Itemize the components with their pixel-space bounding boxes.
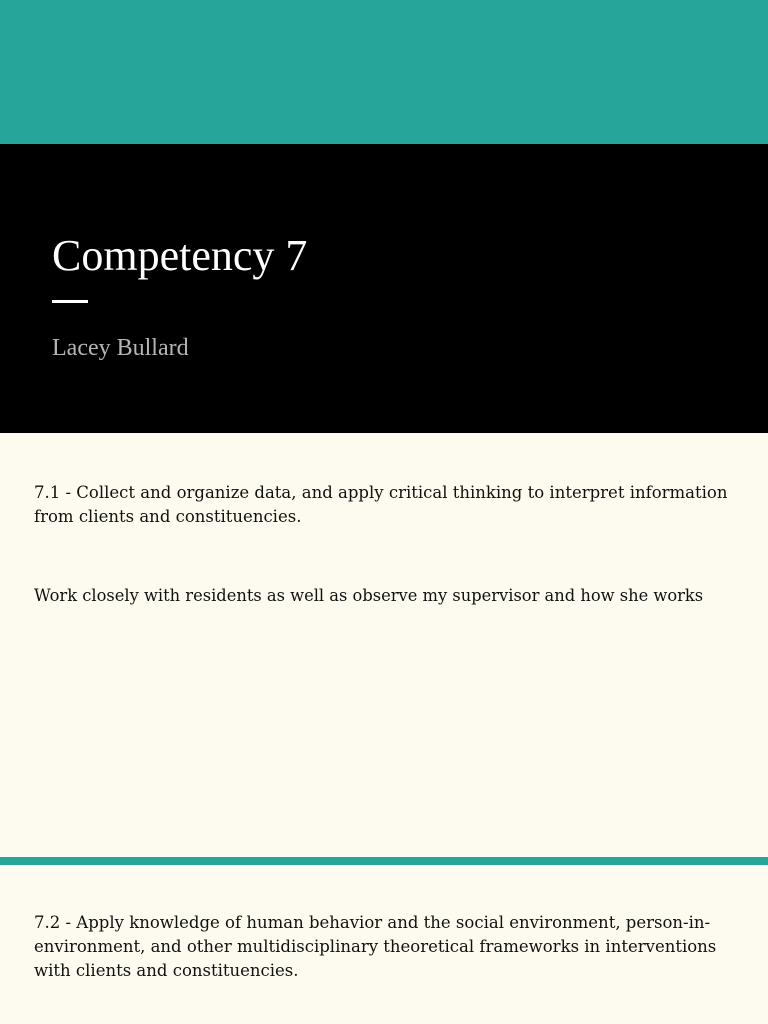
section-divider [0,857,768,865]
top-accent-band [0,0,768,144]
competency-7-1-response: Work closely with residents as well as observe my supervisor and how she works [34,586,704,605]
author-name: Lacey Bullard [52,335,189,361]
competency-7-2-text: 7.2 - Apply knowledge of human behavior and the social environment, person-in-environment, and other multidisciplinary theoretical frameworks in interventions with clients and constituencies. [34,913,717,980]
competency-7-1-text: 7.1 - Collect and organize data, and apply critical thinking to interpret information from clients and constituencies. [34,483,728,526]
title-block [0,144,768,433]
page-title: Competency 7 [52,231,308,280]
section-7-2 [0,865,768,1024]
section-7-1 [0,433,768,857]
title-dash-divider [52,300,88,303]
